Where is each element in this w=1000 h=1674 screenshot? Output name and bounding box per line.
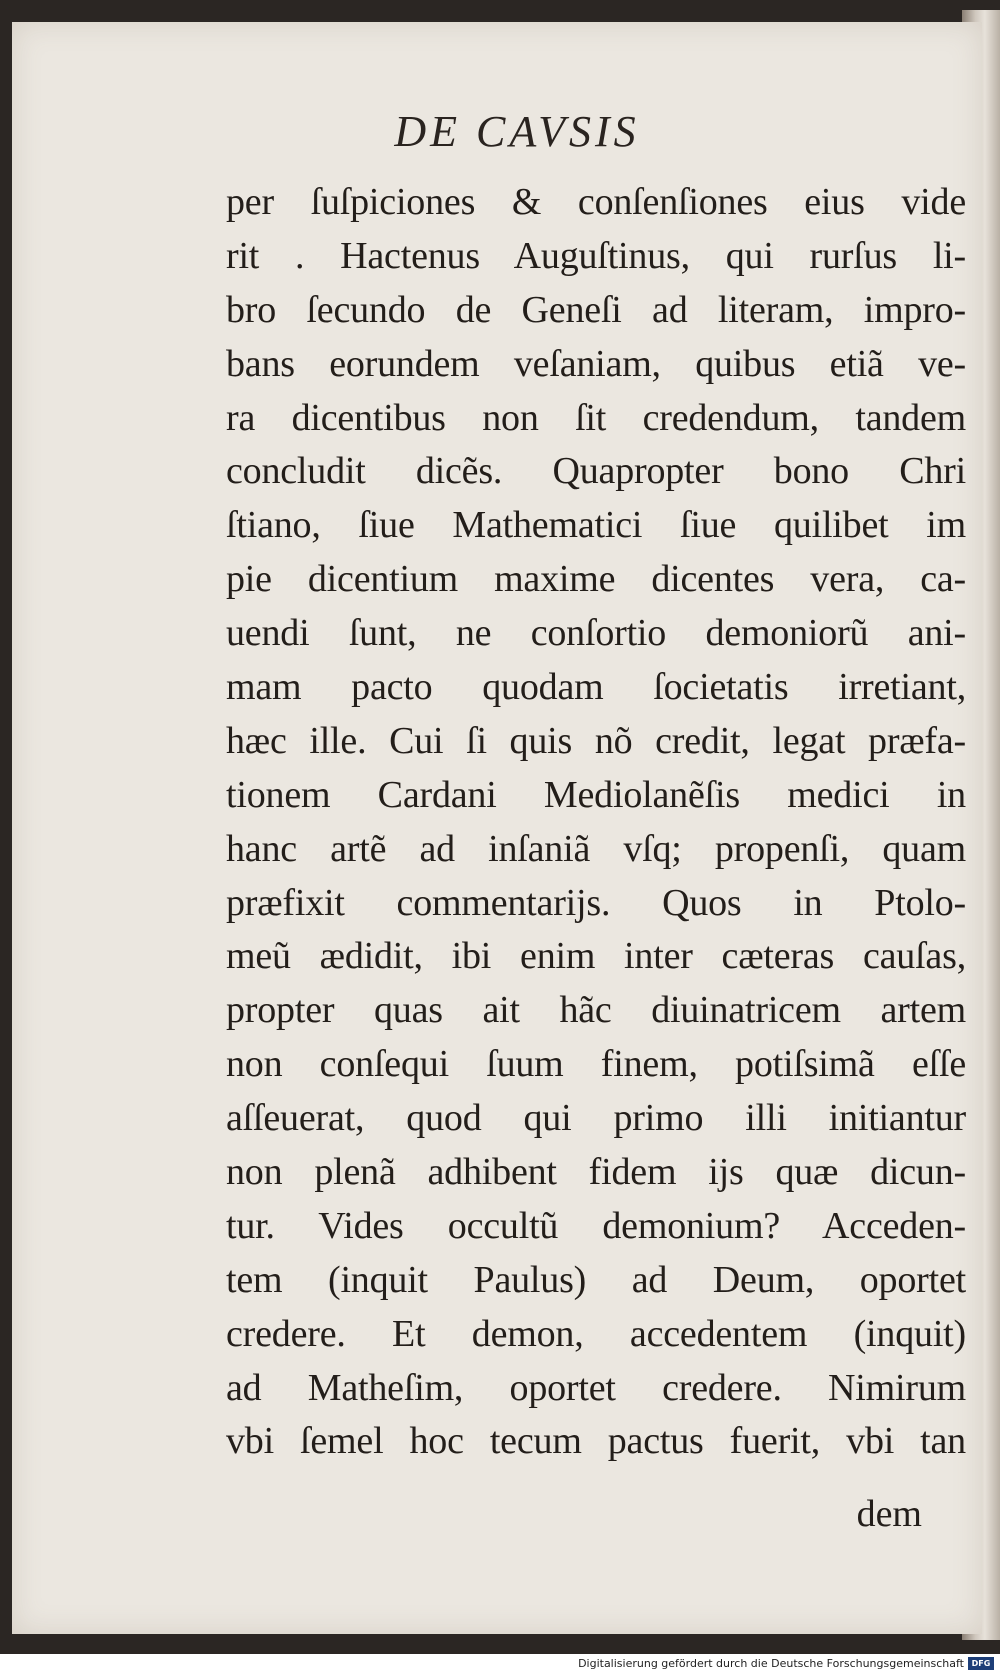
text-line: meũ ædidit, ibi enim inter cæteras cauſas, [226,935,966,978]
running-head: DE CAVSIS [394,107,640,156]
text-line: hanc artẽ ad inſaniã vſq; propenſi, quam [226,827,966,870]
text-line: non plenã adhibent fidem ijs quæ dicun- [226,1151,966,1194]
text-line: rit . Hactenus Auguſtinus, qui rurſus li- [226,234,966,277]
body-text [226,176,966,1469]
text-line: aſſeuerat, quod qui primo illi initiantur [226,1097,966,1140]
text-line: ſtiano, ſiue Mathematici ſiue quilibet im [226,504,966,547]
text-line: uendi ſunt, ne conſortio demoniorũ ani- [226,612,966,655]
text-line: bans eorundem veſaniam, quibus etiã ve- [226,342,966,385]
text-line: præfixit commentarijs. Quos in Ptolo- [226,881,966,924]
text-line: ra dicentibus non ſit credendum, tandem [226,396,966,439]
text-line: tionem Cardani Mediolanẽſis medici in [226,773,966,816]
book-page [12,22,982,1634]
text-line: non conſequi ſuum finem, potiſsimã eſſe [226,1043,966,1086]
text-line: hæc ille. Cui ſi quis nõ credit, legat præfa- [226,719,966,762]
text-line: tur. Vides occultũ demonium? Acceden- [226,1204,966,1247]
text-line: per ſuſpiciones & conſenſiones eius vide [226,181,966,223]
text-line: mam pacto quodam ſocietatis irretiant, [226,666,966,709]
dfg-logo-icon: DFG [968,1657,994,1670]
text-line: vbi ſemel hoc tecum pactus fuerit, vbi tan [226,1420,966,1463]
text-line: concludit dicẽs. Quapropter bono Chri [226,450,966,493]
text-line: ad Matheſim, oportet credere. Nimirum [226,1366,966,1409]
catchword: dem [856,1493,922,1535]
text-line: bro ſecundo de Geneſi ad literam, impro- [226,288,966,331]
text-line: credere. Et demon, accedentem (inquit) [226,1312,966,1355]
text-line: propter quas ait hãc diuinatricem artem [226,989,966,1032]
text-line: pie dicentium maxime dicentes vera, ca- [226,558,966,601]
text-line: tem (inquit Paulus) ad Deum, oportet [226,1258,966,1301]
footer-credit: Digitalisierung gefördert durch die Deutsche Forschungsgemeinschaft [578,1657,964,1670]
